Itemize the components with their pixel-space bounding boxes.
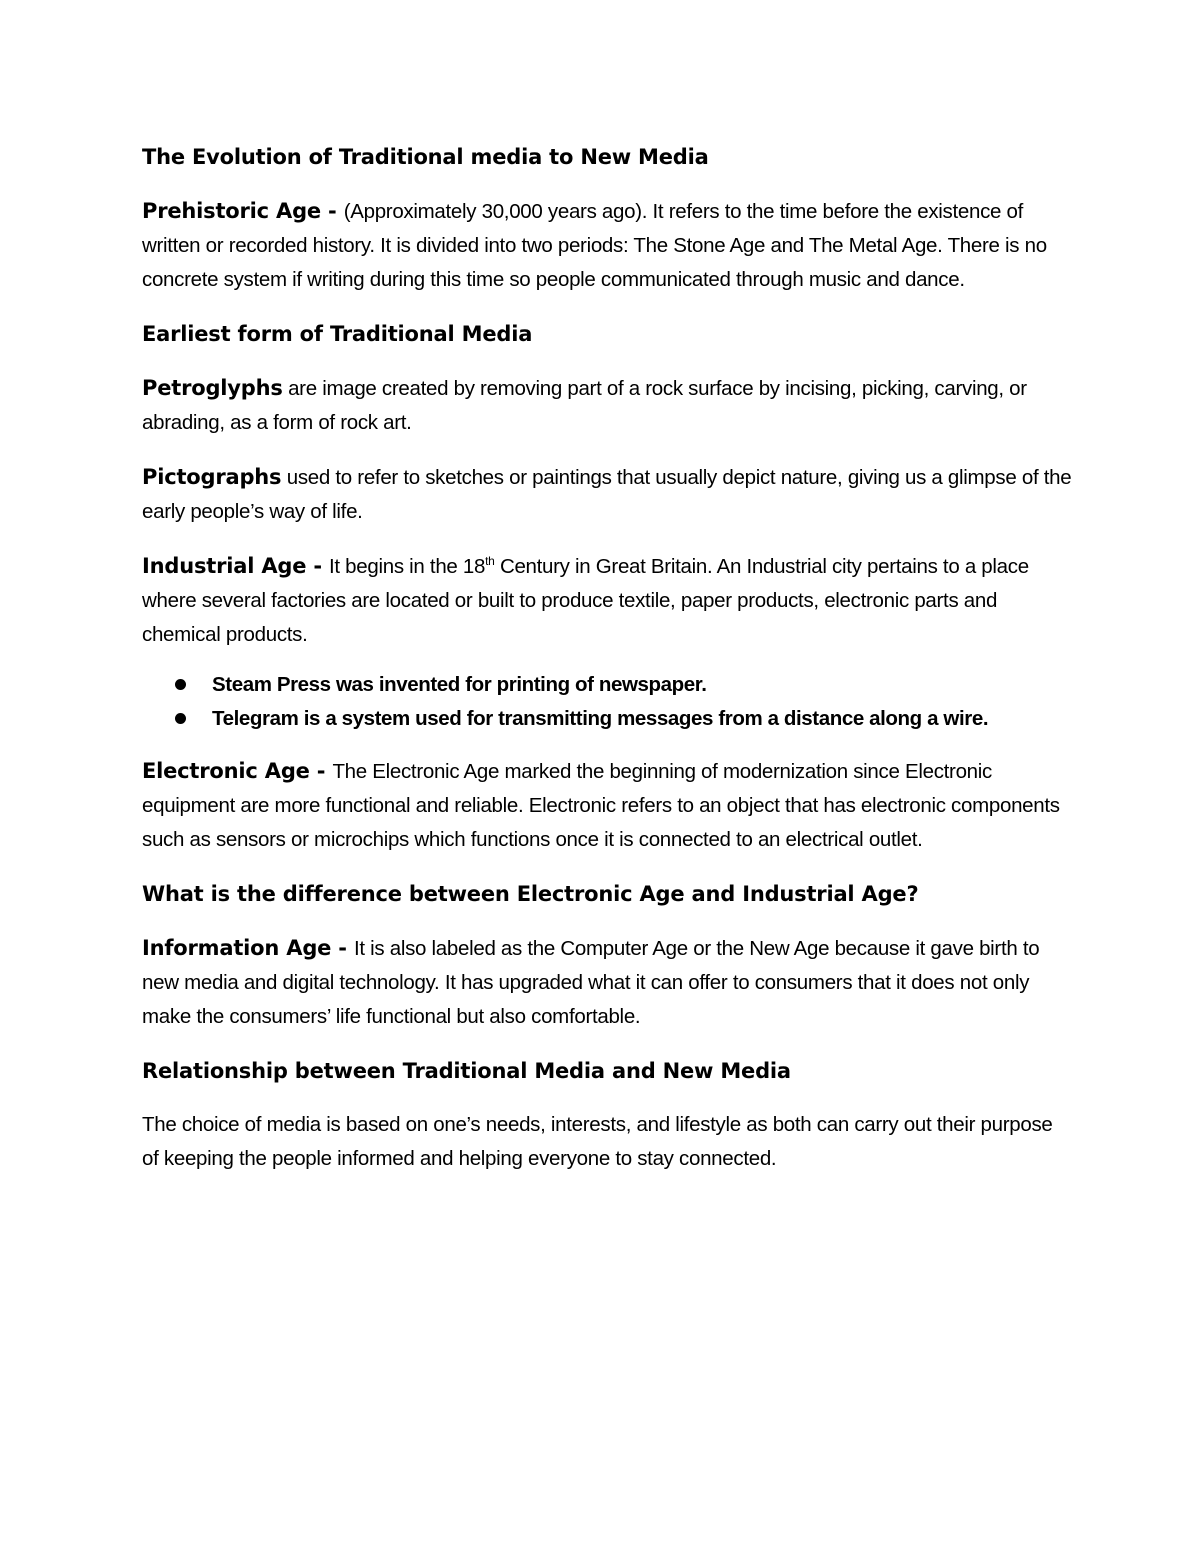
prehistoric-text: (Approximately 30,000 years ago). It refers to the time before the existence of written or recorded history. It is divided into two periods: The Stone Age and The Metal Age. There is no concrete system if writing during this time so people communicated through music and dance. bbox=[142, 200, 1047, 291]
electronic-text: The Electronic Age marked the beginning of modernization since Electronic equipment are more functional and reliable. Electronic refers to an object that has electronic components such as sensors or microchips which functions once it is connected to an electrical outlet. bbox=[142, 760, 1060, 851]
bullet-text: Steam Press was invented for printing of newspaper. bbox=[212, 673, 707, 696]
information-paragraph bbox=[142, 931, 1072, 1034]
document-title: The Evolution of Traditional media to New Media bbox=[142, 145, 709, 169]
list-item bbox=[142, 702, 1072, 736]
petroglyphs-term: Petroglyphs bbox=[142, 376, 283, 400]
list-item bbox=[142, 668, 1072, 702]
pictographs-paragraph bbox=[142, 460, 1072, 529]
relationship-paragraph: The choice of media is based on one’s needs, interests, and lifestyle as both can carry out their purpose of keeping the people informed and helping everyone to stay connected. bbox=[142, 1113, 1053, 1170]
information-term: Information Age - bbox=[142, 936, 354, 960]
industrial-bullet-list bbox=[142, 668, 1072, 736]
petroglyphs-paragraph bbox=[142, 371, 1072, 440]
industrial-term: Industrial Age - bbox=[142, 554, 329, 578]
electronic-paragraph bbox=[142, 754, 1072, 857]
relationship-heading: Relationship between Traditional Media and New Media bbox=[142, 1059, 791, 1083]
bullet-icon bbox=[175, 679, 186, 690]
bullet-icon bbox=[175, 713, 186, 724]
industrial-paragraph bbox=[142, 549, 1072, 652]
prehistoric-paragraph bbox=[142, 194, 1072, 297]
prehistoric-term: Prehistoric Age - bbox=[142, 199, 344, 223]
electronic-term: Electronic Age - bbox=[142, 759, 333, 783]
pictographs-text: used to refer to sketches or paintings that usually depict nature, giving us a glimpse of the early people’s way of life. bbox=[142, 466, 1072, 523]
document-page bbox=[142, 140, 1072, 1196]
petroglyphs-text: are image created by removing part of a rock surface by incising, picking, carving, or abrading, as a form of rock art. bbox=[142, 377, 1027, 434]
industrial-superscript: th bbox=[485, 554, 495, 569]
earliest-heading: Earliest form of Traditional Media bbox=[142, 322, 533, 346]
question-heading: What is the difference between Electronic Age and Industrial Age? bbox=[142, 882, 919, 906]
pictographs-term: Pictographs bbox=[142, 465, 282, 489]
industrial-text-before: It begins in the 18 bbox=[328, 555, 486, 578]
information-text: It is also labeled as the Computer Age or the New Age because it gave birth to new media and digital technology. It has upgraded what it can offer to consumers that it does not only make the consumers’ life functional but also comfortable. bbox=[142, 937, 1040, 1028]
industrial-text-after: Century in Great Britain. An Industrial city pertains to a place where several factories are located or built to produce textile, paper products, electronic parts and chemical products. bbox=[142, 555, 1029, 646]
bullet-text: Telegram is a system used for transmitting messages from a distance along a wire. bbox=[212, 707, 989, 730]
